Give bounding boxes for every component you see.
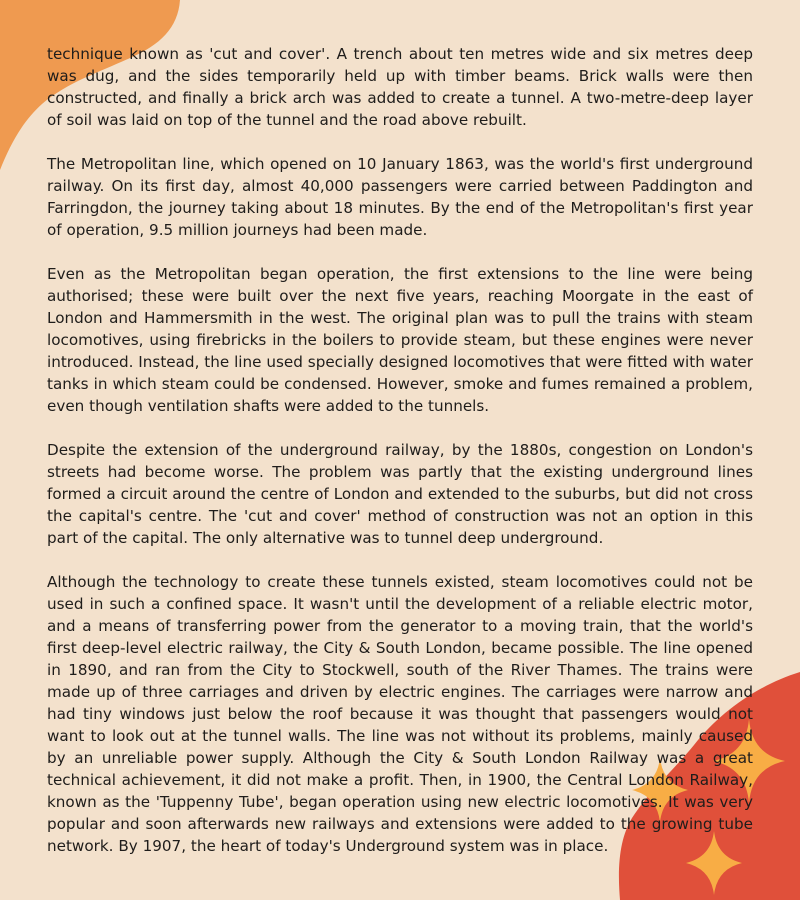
article-body xyxy=(47,43,753,879)
paragraph-3: Even as the Metropolitan began operation, the first extensions to the line were being authorised; these were built over the next five years, reaching Moorgate in the east of London and Hammersmith in the west. The original plan was to pull the trains with steam locomotives, using firebricks in the boilers to provide steam, but these engines were never introduced. Instead, the line used specially designed locomotives that were fitted with water tanks in which steam could be condensed. However, smoke and fumes remained a problem, even though ventilation shafts were added to the tunnels. xyxy=(47,265,753,415)
paragraph-2: The Metropolitan line, which opened on 10 January 1863, was the world's first underground railway. On its first day, almost 40,000 passengers were carried between Paddington and Farringdon, the journey taking about 18 minutes. By the end of the Metropolitan's first year of operation, 9.5 million journeys had been made. xyxy=(47,155,753,239)
paragraph-4: Despite the extension of the underground railway, by the 1880s, congestion on London's streets had become worse. The problem was partly that the existing underground lines formed a circuit around the centre of London and extended to the suburbs, but did not cross the capital's centre. The 'cut and cover' method of construction was not an option in this part of the capital. The only alternative was to tunnel deep underground. xyxy=(47,441,753,547)
paragraph-1: technique known as 'cut and cover'. A trench about ten metres wide and six metres deep was dug, and the sides temporarily held up with timber beams. Brick walls were then constructed, and finally a brick arch was added to create a tunnel. A two-metre-deep layer of soil was laid on top of the tunnel and the road above rebuilt. xyxy=(47,45,753,129)
paragraph-5: Although the technology to create these tunnels existed, steam locomotives could not be used in such a confined space. It wasn't until the development of a reliable electric motor, and a means of transferring power from the generator to a moving train, that the world's first deep-level electric railway, the City & South London, became possible. The line opened in 1890, and ran from the City to Stockwell, south of the River Thames. The trains were made up of three carriages and driven by electric engines. The carriages were narrow and had tiny windows just below the roof because it was thought that passengers would not want to look out at the tunnel walls. The line was not without its problems, mainly caused by an unreliable power supply. Although the City & South London Railway was a great technical achievement, it did not make a profit. Then, in 1900, the Central London Railway, known as the 'Tuppenny Tube', began operation using new electric locomotives. It was very popular and soon afterwards new railways and extensions were added to the growing tube network. By 1907, the heart of today's Underground system was in place. xyxy=(47,573,753,855)
